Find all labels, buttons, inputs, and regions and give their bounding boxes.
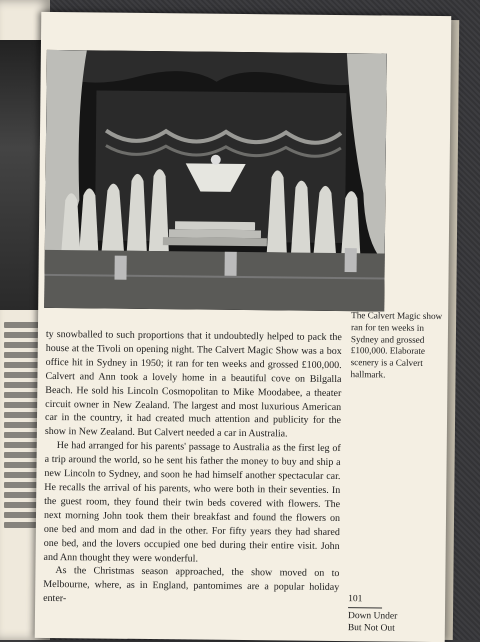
- page-footer: [348, 593, 440, 635]
- body-text: [43, 328, 342, 609]
- paragraph: As the Christmas season approached, the show moved on to Melbourne, where, as in England, pantomimes are a popular holiday enter-: [43, 565, 340, 605]
- paragraph: He had arranged for his parents' passage to Australia as the first leg of a trip around the world, so he sent his father the money to buy and ship a new Lincoln to Sydney, and soon he had himself another spectacular car. He recalls the arrival of his parents, who were both in their seventies. In the guest room, they found their twin beds covered with flowers. The next morning John took them their breakfast and found the flowers on one bed and mom and dad in the other. For fifty years they had shared one bed, and the lovers occupied one bed during their entire visit. John and Ann thought they were wonderful.: [43, 440, 341, 565]
- page-number: 101: [348, 594, 363, 605]
- running-title-line-1: Down Under: [347, 610, 398, 622]
- footer-rule: [348, 607, 382, 608]
- running-title-line-2: But Not Out: [347, 623, 395, 634]
- book-page: [35, 12, 452, 642]
- stage-photograph: [44, 50, 387, 312]
- photo-caption: The Calvert Magic show ran for ten weeks in Sydney and grossed £100,000. Elaborate scenery is a Calvert hallmark.: [350, 310, 443, 380]
- facing-page-photo: [0, 40, 44, 310]
- paragraph: ty snowballed to such proportions that it undoubtedly helped to pack the house at the Tivoli on opening night. The Calvert Magic Show was a box office hit in Sydney in 1950; it ran for ten weeks and grossed £100,000. Calvert and Ann took a lovely home in a beautiful cove on Bilgalla Beach. He sold his Lincoln Cosmopolitan to Mike Moodabee, a theater circuit owner in New Zealand. The largest and most luxurious American car in the country, it had created much attention and publicity for the show in New Zealand. But Calvert needed a car in Australia.: [44, 328, 342, 440]
